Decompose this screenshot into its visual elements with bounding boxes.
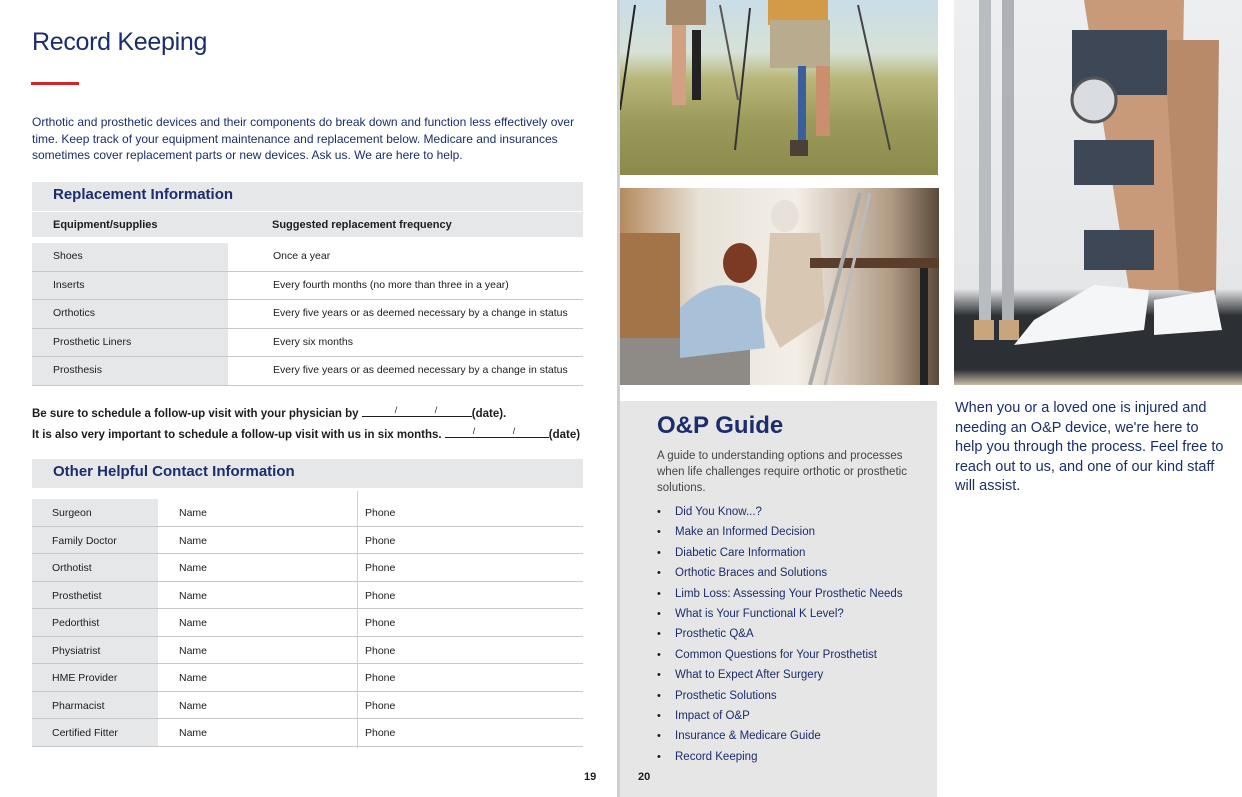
equipment-cell: Shoes [32, 243, 228, 271]
date-separator: / [434, 405, 438, 415]
guide-item[interactable]: • Common Questions for Your Prosthetist [657, 645, 903, 665]
guide-item[interactable]: • Record Keeping [657, 747, 903, 767]
frequency-cell: Every five years or as deemed necessary by a change in status [273, 307, 568, 319]
knee-brace-and-crutches-photo [954, 0, 1242, 385]
guide-item[interactable]: • Did You Know...? [657, 502, 903, 522]
title-underline [31, 82, 79, 85]
phone-field[interactable]: Phone [365, 534, 396, 547]
guide-item[interactable]: • Orthotic Braces and Solutions [657, 563, 903, 583]
role-cell: Surgeon [32, 499, 158, 526]
table-row [32, 329, 583, 358]
phone-field[interactable]: Phone [365, 672, 396, 684]
name-field[interactable]: Name [179, 589, 208, 602]
name-field[interactable]: Name [179, 699, 208, 712]
table-row [32, 609, 583, 637]
date-separator: / [512, 426, 516, 436]
contacts-heading: Other Helpful Contact Information [32, 459, 583, 488]
op-guide-panel [620, 401, 937, 797]
phone-field[interactable]: Phone [365, 589, 396, 602]
role-cell: Physiatrist [32, 637, 158, 664]
page-title: Record Keeping [32, 28, 208, 56]
frequency-cell: Every five years or as deemed necessary by a change in status [273, 364, 568, 376]
name-field[interactable]: Name [179, 617, 208, 629]
name-field[interactable]: Name [179, 727, 208, 739]
phone-field[interactable]: Phone [365, 617, 396, 629]
physician-follow-up-line [32, 406, 506, 420]
table-row [32, 499, 583, 527]
intro-paragraph: Orthotic and prosthetic devices and their components do break down and function less effectively over time. Keep track of your equipment maintenance and replacement below. Medicare and insurances sometimes cover replacement parts or new devices. Ask us. We are here to help. [32, 115, 575, 162]
guide-item[interactable]: • Prosthetic Solutions [657, 686, 903, 706]
clinic-follow-up-text: It is also very important to schedule a follow-up visit with us in six months. [32, 429, 442, 441]
name-field[interactable]: Name [179, 644, 208, 657]
date-separator: / [394, 405, 398, 415]
role-cell: Certified Fitter [32, 719, 158, 746]
guide-item[interactable]: • Diabetic Care Information [657, 543, 903, 563]
physician-date-field[interactable] [362, 406, 472, 417]
guide-item[interactable]: • Limb Loss: Assessing Your Prosthetic Needs [657, 584, 903, 604]
role-cell: Pharmacist [32, 692, 158, 719]
frequency-cell: Every six months [273, 335, 353, 348]
phone-field[interactable]: Phone [365, 507, 396, 519]
support-message: When you or a loved one is injured and needing an O&P device, we're here to help you through the process. Feel free to reach out to us, and one of our kind staff will assist. [955, 400, 1224, 494]
equipment-cell: Inserts [32, 272, 228, 300]
table-row [32, 582, 583, 610]
phone-field[interactable]: Phone [365, 699, 396, 712]
frequency-cell: Every fourth months (no more than three in a year) [273, 278, 509, 291]
table-row [32, 357, 583, 386]
guide-description: A guide to understanding options and processes when life challenges require orthotic or prosthetic solutions. [657, 450, 907, 494]
page-number-right: 20 [638, 771, 651, 783]
phone-field[interactable]: Phone [365, 727, 396, 739]
table-row [32, 243, 583, 272]
date-suffix: (date). [471, 408, 507, 420]
replacement-table [32, 243, 583, 386]
hikers-with-prosthetic-legs-photo [620, 0, 938, 175]
contacts-table [32, 491, 583, 747]
equipment-cell: Prosthesis [32, 357, 228, 385]
frequency-cell: Once a year [273, 250, 331, 262]
page-number-left: 19 [584, 771, 597, 783]
guide-title: O&P Guide [657, 412, 784, 439]
clinic-follow-up-line [32, 427, 580, 441]
name-field[interactable]: Name [179, 507, 208, 519]
table-row [32, 272, 583, 301]
nurse-assisting-elderly-woman-photo [620, 188, 939, 385]
role-cell: Prosthetist [32, 582, 158, 609]
role-cell: Family Doctor [32, 527, 158, 554]
table-row [32, 664, 583, 692]
role-cell: Pedorthist [32, 609, 158, 636]
role-cell: HME Provider [32, 664, 158, 691]
page-left [0, 0, 618, 797]
equipment-cell: Prosthetic Liners [32, 329, 228, 357]
physician-follow-up-text: Be sure to schedule a follow-up visit with your physician by [32, 408, 359, 420]
phone-field[interactable]: Phone [365, 644, 396, 657]
guide-item[interactable]: • What is Your Functional K Level? [657, 604, 903, 624]
table-row [32, 692, 583, 720]
table-row [32, 637, 583, 665]
guide-item[interactable]: • What to Expect After Surgery [657, 665, 903, 685]
clinic-date-field[interactable] [445, 427, 549, 438]
role-cell: Orthotist [32, 554, 158, 581]
column-header-frequency: Suggested replacement frequency [272, 219, 452, 231]
guide-item[interactable]: • Prosthetic Q&A [657, 624, 903, 644]
name-field[interactable]: Name [179, 562, 208, 574]
guide-item[interactable]: • Impact of O&P [657, 706, 903, 726]
equipment-cell: Orthotics [32, 300, 228, 328]
replacement-column-headers [32, 212, 583, 237]
table-row [32, 719, 583, 747]
guide-contents-list [657, 502, 903, 767]
date-suffix: (date) [548, 429, 581, 441]
name-field[interactable]: Name [179, 672, 208, 684]
replacement-heading: Replacement Information [32, 182, 583, 211]
table-row [32, 300, 583, 329]
name-field[interactable]: Name [179, 534, 208, 547]
date-separator: / [472, 426, 476, 436]
phone-field[interactable]: Phone [365, 562, 396, 574]
guide-item[interactable]: • Insurance & Medicare Guide [657, 726, 903, 746]
guide-item[interactable]: • Make an Informed Decision [657, 522, 903, 542]
column-header-equipment: Equipment/supplies [53, 219, 158, 231]
table-row [32, 554, 583, 582]
table-row [32, 527, 583, 555]
